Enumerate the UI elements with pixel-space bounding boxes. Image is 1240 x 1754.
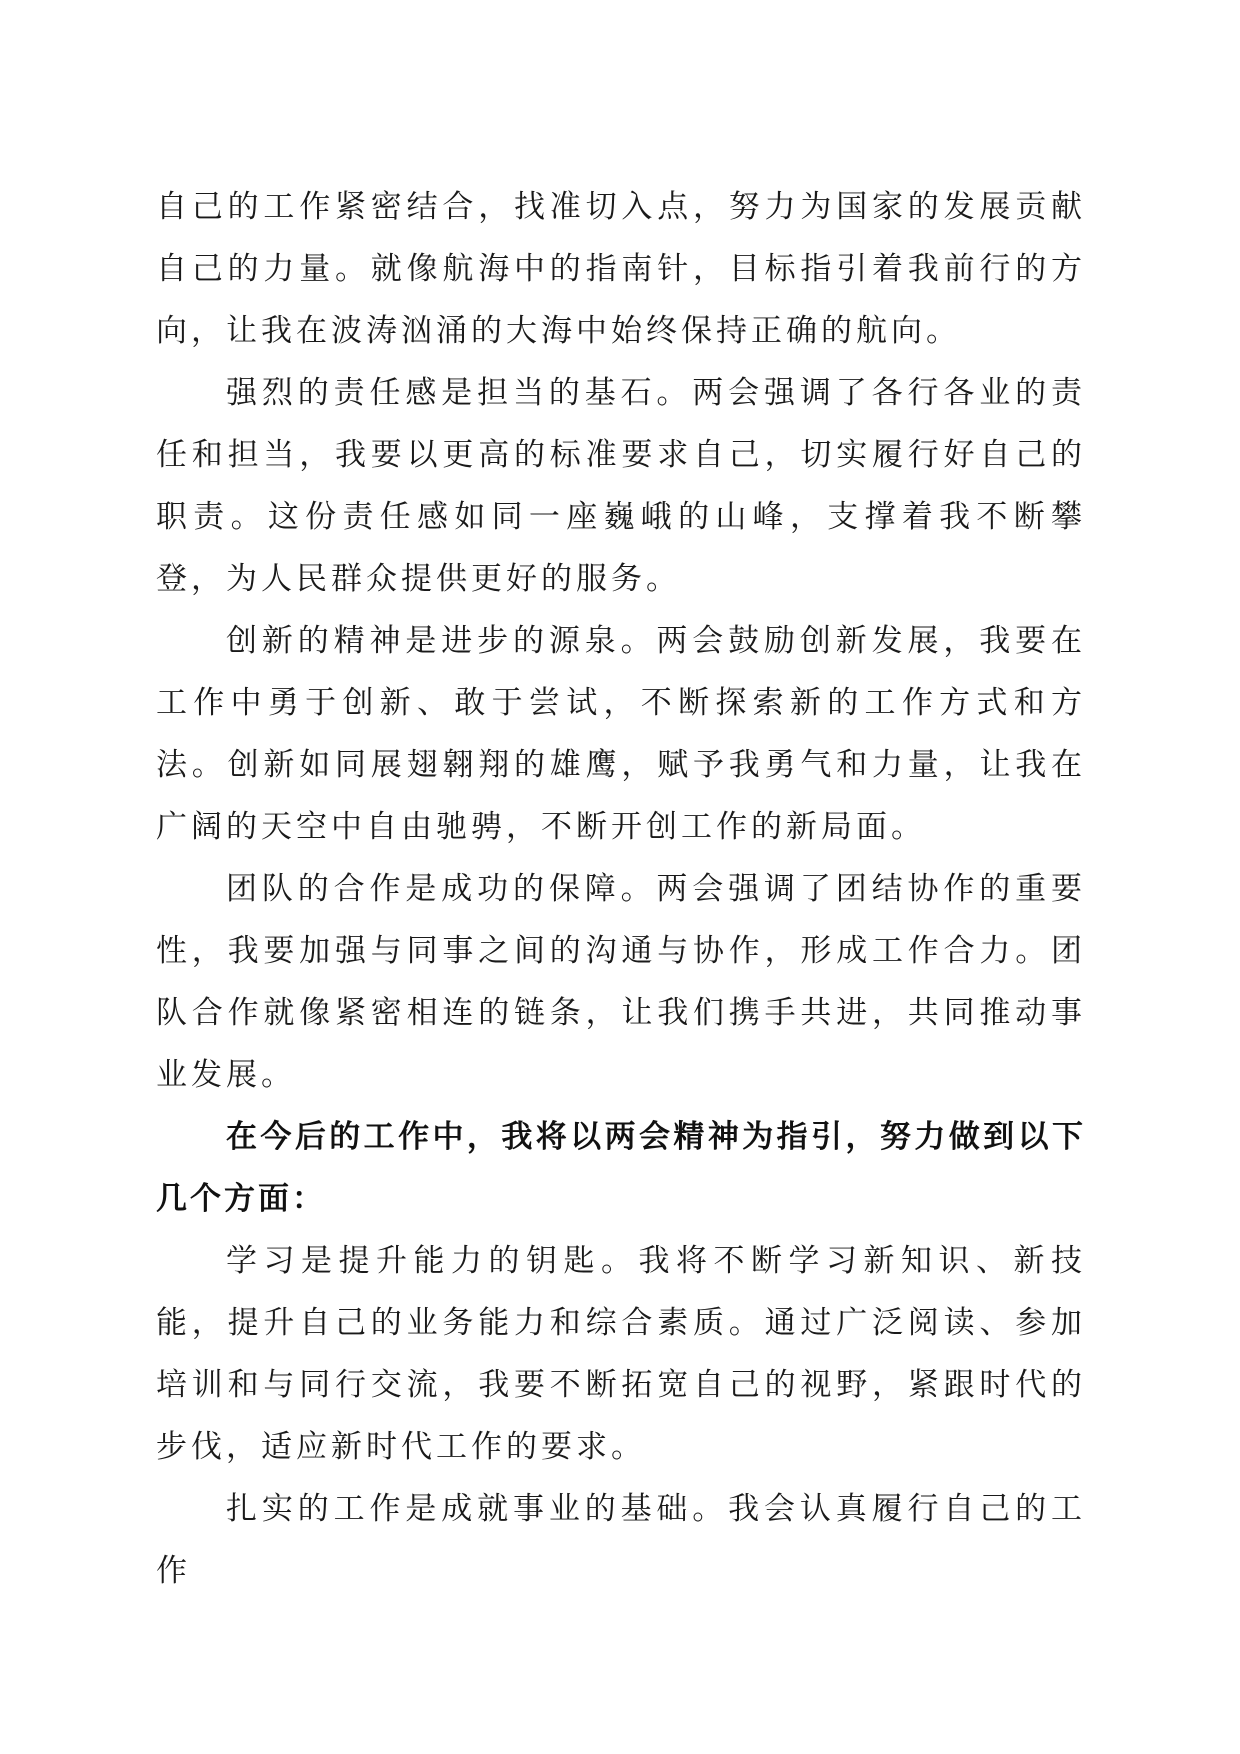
section-heading: 在今后的工作中，我将以两会精神为指引，努力做到以下几个方面： bbox=[156, 1119, 1086, 1217]
paragraph-teamwork: 团队的合作是成功的保障。两会强调了团结协作的重要性，我要加强与同事之间的沟通与协作，形成工作合力。团队合作就像紧密相连的链条，让我们携手共进，共同推动事业发展。 bbox=[156, 871, 1086, 1093]
paragraph-innovation: 创新的精神是进步的源泉。两会鼓励创新发展，我要在工作中勇于创新、敢于尝试，不断探索新的工作方式和方法。创新如同展翅翱翔的雄鹰，赋予我勇气和力量，让我在广阔的天空中自由驰骋，不断开创工作的新局面。 bbox=[156, 623, 1086, 845]
paragraph-continuation: 自己的工作紧密结合，找准切入点，努力为国家的发展贡献自己的力量。就像航海中的指南针，目标指引着我前行的方向，让我在波涛汹涌的大海中始终保持正确的航向。 bbox=[156, 189, 1086, 349]
paragraph-learning: 学习是提升能力的钥匙。我将不断学习新知识、新技能，提升自己的业务能力和综合素质。通过广泛阅读、参加培训和与同行交流，我要不断拓宽自己的视野，紧跟时代的步伐，适应新时代工作的要求。 bbox=[156, 1243, 1086, 1465]
paragraph-solid-work: 扎实的工作是成就事业的基础。我会认真履行自己的工作 bbox=[156, 1491, 1086, 1589]
document-body bbox=[156, 176, 1086, 1602]
paragraph-responsibility: 强烈的责任感是担当的基石。两会强调了各行各业的责任和担当，我要以更高的标准要求自己，切实履行好自己的职责。这份责任感如同一座巍峨的山峰，支撑着我不断攀登，为人民群众提供更好的服务。 bbox=[156, 375, 1086, 597]
